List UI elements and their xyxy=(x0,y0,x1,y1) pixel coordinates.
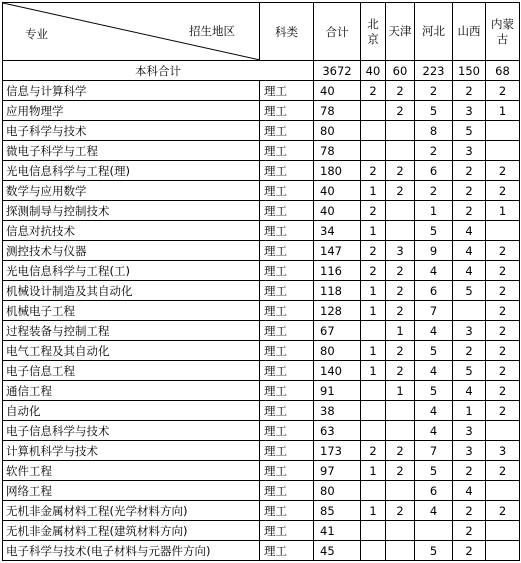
region-value-cell: 2 xyxy=(386,341,415,361)
region-value-cell: 2 xyxy=(386,441,415,461)
category-cell: 理工 xyxy=(260,201,314,221)
table-row xyxy=(3,381,520,401)
region-value-cell: 2 xyxy=(386,501,415,521)
region-value-cell xyxy=(486,541,520,561)
category-cell: 理工 xyxy=(260,381,314,401)
major-cell: 电子信息科学与技术 xyxy=(3,421,260,441)
region-value-cell: 4 xyxy=(415,401,453,421)
region-value-cell: 1 xyxy=(415,201,453,221)
table-row xyxy=(3,421,520,441)
region-value-cell: 2 xyxy=(453,461,486,481)
category-cell: 理工 xyxy=(260,121,314,141)
table-row xyxy=(3,501,520,521)
major-cell: 测控技术与仪器 xyxy=(3,241,260,261)
region-value-cell: 2 xyxy=(386,301,415,321)
region-value-cell: 1 xyxy=(361,461,386,481)
region-value-cell xyxy=(386,141,415,161)
category-cell: 理工 xyxy=(260,261,314,281)
region-value-cell: 2 xyxy=(486,461,520,481)
category-cell: 理工 xyxy=(260,221,314,241)
table-row xyxy=(3,101,520,121)
region-value-cell: 5 xyxy=(453,361,486,381)
major-cell: 无机非金属材料工程(光学材料方向) xyxy=(3,501,260,521)
region-value-cell xyxy=(386,121,415,141)
region-value-cell xyxy=(453,301,486,321)
table-row xyxy=(3,261,520,281)
region-value-cell: 2 xyxy=(486,181,520,201)
total-cell: 63 xyxy=(314,421,361,441)
region-value-cell: 2 xyxy=(361,241,386,261)
region-value-cell: 1 xyxy=(361,281,386,301)
table-row xyxy=(3,321,520,341)
table-row xyxy=(3,201,520,221)
summary-total: 3672 xyxy=(314,61,361,81)
region-value-cell: 4 xyxy=(453,381,486,401)
region-value-cell xyxy=(486,221,520,241)
total-cell: 91 xyxy=(314,381,361,401)
region-value-cell: 4 xyxy=(453,261,486,281)
category-cell: 理工 xyxy=(260,281,314,301)
region-value-cell: 2 xyxy=(486,341,520,361)
major-cell: 软件工程 xyxy=(3,461,260,481)
region-value-cell: 2 xyxy=(386,81,415,101)
table-row xyxy=(3,521,520,541)
region-value-cell: 3 xyxy=(453,441,486,461)
summary-value: 40 xyxy=(361,61,386,81)
region-value-cell xyxy=(361,481,386,501)
region-value-cell: 2 xyxy=(453,341,486,361)
category-cell: 理工 xyxy=(260,301,314,321)
region-value-cell: 3 xyxy=(453,101,486,121)
region-value-cell: 2 xyxy=(486,161,520,181)
region-value-cell: 4 xyxy=(453,481,486,501)
region-value-cell xyxy=(361,521,386,541)
total-cell: 34 xyxy=(314,221,361,241)
region-value-cell: 1 xyxy=(361,361,386,381)
region-value-cell: 2 xyxy=(386,161,415,181)
major-region-header-cell xyxy=(3,3,260,61)
region-value-cell xyxy=(361,101,386,121)
category-cell: 理工 xyxy=(260,341,314,361)
region-value-cell: 1 xyxy=(386,381,415,401)
summary-row xyxy=(3,61,520,81)
region-value-cell: 1 xyxy=(486,101,520,121)
region-value-cell xyxy=(486,121,520,141)
region-value-cell: 2 xyxy=(486,241,520,261)
region-value-cell: 1 xyxy=(361,181,386,201)
category-cell: 理工 xyxy=(260,361,314,381)
category-cell: 理工 xyxy=(260,461,314,481)
table-row xyxy=(3,341,520,361)
major-cell: 通信工程 xyxy=(3,381,260,401)
region-value-cell: 3 xyxy=(453,321,486,341)
major-cell: 探测制导与控制技术 xyxy=(3,201,260,221)
category-cell: 理工 xyxy=(260,521,314,541)
region-value-cell xyxy=(386,421,415,441)
category-cell: 理工 xyxy=(260,501,314,521)
total-cell: 78 xyxy=(314,101,361,121)
category-cell: 理工 xyxy=(260,161,314,181)
table-row xyxy=(3,181,520,201)
table-row xyxy=(3,241,520,261)
region-value-cell: 3 xyxy=(453,141,486,161)
total-cell: 80 xyxy=(314,121,361,141)
region-value-cell: 2 xyxy=(361,201,386,221)
major-cell: 信息对抗技术 xyxy=(3,221,260,241)
region-value-cell: 8 xyxy=(415,121,453,141)
region-value-cell: 5 xyxy=(453,121,486,141)
category-cell: 理工 xyxy=(260,101,314,121)
header-row xyxy=(3,3,520,61)
table-row xyxy=(3,441,520,461)
region-value-cell xyxy=(486,521,520,541)
major-cell: 机械电子工程 xyxy=(3,301,260,321)
total-cell: 173 xyxy=(314,441,361,461)
region-value-cell: 5 xyxy=(415,221,453,241)
major-cell: 数学与应用数学 xyxy=(3,181,260,201)
region-value-cell: 1 xyxy=(386,321,415,341)
region-value-cell: 2 xyxy=(486,281,520,301)
region-header-shanxi: 山西 xyxy=(453,3,486,61)
region-value-cell: 2 xyxy=(453,541,486,561)
category-cell: 理工 xyxy=(260,141,314,161)
category-cell: 理工 xyxy=(260,81,314,101)
total-cell: 45 xyxy=(314,541,361,561)
total-cell: 38 xyxy=(314,401,361,421)
major-cell: 网络工程 xyxy=(3,481,260,501)
region-value-cell: 4 xyxy=(415,421,453,441)
summary-value: 68 xyxy=(486,61,520,81)
region-value-cell xyxy=(486,481,520,501)
region-header-hebei: 河北 xyxy=(415,3,453,61)
region-value-cell: 2 xyxy=(453,501,486,521)
summary-value: 150 xyxy=(453,61,486,81)
summary-value: 223 xyxy=(415,61,453,81)
major-cell: 电子科学与技术(电子材料与元器件方向) xyxy=(3,541,260,561)
region-value-cell xyxy=(361,401,386,421)
region-value-cell xyxy=(386,401,415,421)
total-cell: 180 xyxy=(314,161,361,181)
region-value-cell xyxy=(361,121,386,141)
region-value-cell: 2 xyxy=(486,261,520,281)
major-cell: 电气工程及其自动化 xyxy=(3,341,260,361)
region-value-cell: 2 xyxy=(486,321,520,341)
region-value-cell xyxy=(386,201,415,221)
region-value-cell: 2 xyxy=(415,181,453,201)
category-cell: 理工 xyxy=(260,241,314,261)
region-value-cell: 1 xyxy=(361,501,386,521)
region-value-cell: 2 xyxy=(486,361,520,381)
region-value-cell: 1 xyxy=(361,301,386,321)
region-value-cell xyxy=(361,421,386,441)
major-cell: 电子科学与技术 xyxy=(3,121,260,141)
table-row xyxy=(3,141,520,161)
summary-value: 60 xyxy=(386,61,415,81)
total-cell: 140 xyxy=(314,361,361,381)
table-row xyxy=(3,301,520,321)
region-value-cell: 4 xyxy=(453,241,486,261)
region-value-cell: 3 xyxy=(453,421,486,441)
region-value-cell: 6 xyxy=(415,161,453,181)
total-cell: 80 xyxy=(314,341,361,361)
category-cell: 理工 xyxy=(260,321,314,341)
total-cell: 97 xyxy=(314,461,361,481)
region-value-cell xyxy=(386,221,415,241)
major-cell: 机械设计制造及其自动化 xyxy=(3,281,260,301)
total-cell: 78 xyxy=(314,141,361,161)
table-row xyxy=(3,361,520,381)
region-value-cell: 2 xyxy=(361,81,386,101)
region-value-cell: 2 xyxy=(415,81,453,101)
region-value-cell: 2 xyxy=(453,521,486,541)
total-header: 合计 xyxy=(314,3,361,61)
total-cell: 40 xyxy=(314,81,361,101)
total-cell: 41 xyxy=(314,521,361,541)
region-value-cell xyxy=(486,421,520,441)
region-value-cell: 4 xyxy=(415,501,453,521)
table-row xyxy=(3,121,520,141)
region-value-cell: 6 xyxy=(415,281,453,301)
region-value-cell xyxy=(361,141,386,161)
region-header: 招生地区 xyxy=(189,24,235,38)
region-value-cell: 2 xyxy=(453,181,486,201)
region-value-cell: 2 xyxy=(486,81,520,101)
enrollment-table xyxy=(2,2,520,561)
region-value-cell xyxy=(486,141,520,161)
enrollment-plan-sheet xyxy=(2,2,519,561)
region-value-cell: 1 xyxy=(486,201,520,221)
total-cell: 116 xyxy=(314,261,361,281)
major-header: 专业 xyxy=(25,27,48,41)
region-value-cell xyxy=(386,541,415,561)
region-value-cell: 2 xyxy=(486,501,520,521)
major-cell: 自动化 xyxy=(3,401,260,421)
total-cell: 67 xyxy=(314,321,361,341)
region-value-cell: 7 xyxy=(415,441,453,461)
region-value-cell: 5 xyxy=(415,341,453,361)
region-value-cell: 2 xyxy=(415,141,453,161)
category-cell: 理工 xyxy=(260,181,314,201)
region-value-cell: 2 xyxy=(386,361,415,381)
region-value-cell: 2 xyxy=(453,201,486,221)
summary-label: 本科合计 xyxy=(3,61,314,81)
region-value-cell xyxy=(415,521,453,541)
total-cell: 40 xyxy=(314,181,361,201)
total-cell: 128 xyxy=(314,301,361,321)
region-header-tianjin: 天津 xyxy=(386,3,415,61)
region-value-cell: 9 xyxy=(415,241,453,261)
region-value-cell: 5 xyxy=(415,461,453,481)
region-value-cell: 2 xyxy=(486,401,520,421)
region-value-cell: 2 xyxy=(453,81,486,101)
region-value-cell: 2 xyxy=(361,441,386,461)
region-value-cell: 3 xyxy=(486,441,520,461)
total-cell: 40 xyxy=(314,201,361,221)
region-value-cell: 1 xyxy=(361,221,386,241)
region-value-cell: 2 xyxy=(386,181,415,201)
region-value-cell: 6 xyxy=(415,481,453,501)
region-value-cell: 5 xyxy=(415,541,453,561)
category-cell: 理工 xyxy=(260,481,314,501)
major-cell: 过程装备与控制工程 xyxy=(3,321,260,341)
region-value-cell: 5 xyxy=(415,101,453,121)
region-value-cell: 1 xyxy=(453,401,486,421)
category-header: 科类 xyxy=(260,3,314,61)
major-cell: 计算机科学与技术 xyxy=(3,441,260,461)
total-cell: 80 xyxy=(314,481,361,501)
region-value-cell: 4 xyxy=(415,261,453,281)
region-value-cell: 3 xyxy=(386,241,415,261)
category-cell: 理工 xyxy=(260,541,314,561)
major-cell: 光电信息科学与工程(理) xyxy=(3,161,260,181)
major-cell: 微电子科学与工程 xyxy=(3,141,260,161)
table-row xyxy=(3,461,520,481)
region-value-cell: 1 xyxy=(361,341,386,361)
region-value-cell: 2 xyxy=(453,161,486,181)
region-value-cell: 2 xyxy=(386,261,415,281)
category-cell: 理工 xyxy=(260,401,314,421)
region-value-cell: 2 xyxy=(486,381,520,401)
region-value-cell: 2 xyxy=(386,281,415,301)
region-value-cell: 5 xyxy=(415,381,453,401)
region-value-cell: 2 xyxy=(361,261,386,281)
region-value-cell: 4 xyxy=(415,321,453,341)
region-value-cell: 5 xyxy=(453,281,486,301)
major-cell: 电子信息工程 xyxy=(3,361,260,381)
region-value-cell: 2 xyxy=(386,101,415,121)
region-value-cell: 4 xyxy=(415,361,453,381)
region-value-cell: 2 xyxy=(361,161,386,181)
table-row xyxy=(3,541,520,561)
category-cell: 理工 xyxy=(260,441,314,461)
major-cell: 应用物理学 xyxy=(3,101,260,121)
table-row xyxy=(3,401,520,421)
region-value-cell xyxy=(361,321,386,341)
major-cell: 光电信息科学与工程(工) xyxy=(3,261,260,281)
major-cell: 信息与计算科学 xyxy=(3,81,260,101)
region-value-cell xyxy=(361,541,386,561)
region-header-neimenggu: 内蒙古 xyxy=(486,3,520,61)
table-row xyxy=(3,281,520,301)
region-value-cell: 4 xyxy=(453,221,486,241)
region-header-beijing: 北京 xyxy=(361,3,386,61)
category-cell: 理工 xyxy=(260,421,314,441)
table-row xyxy=(3,481,520,501)
region-value-cell xyxy=(386,521,415,541)
region-value-cell: 7 xyxy=(415,301,453,321)
table-row xyxy=(3,221,520,241)
region-value-cell xyxy=(361,381,386,401)
region-value-cell xyxy=(386,481,415,501)
major-cell: 无机非金属材料工程(建筑材料方向) xyxy=(3,521,260,541)
table-row xyxy=(3,81,520,101)
total-cell: 147 xyxy=(314,241,361,261)
total-cell: 118 xyxy=(314,281,361,301)
region-value-cell: 2 xyxy=(486,301,520,321)
total-cell: 85 xyxy=(314,501,361,521)
table-row xyxy=(3,161,520,181)
region-value-cell: 2 xyxy=(386,461,415,481)
